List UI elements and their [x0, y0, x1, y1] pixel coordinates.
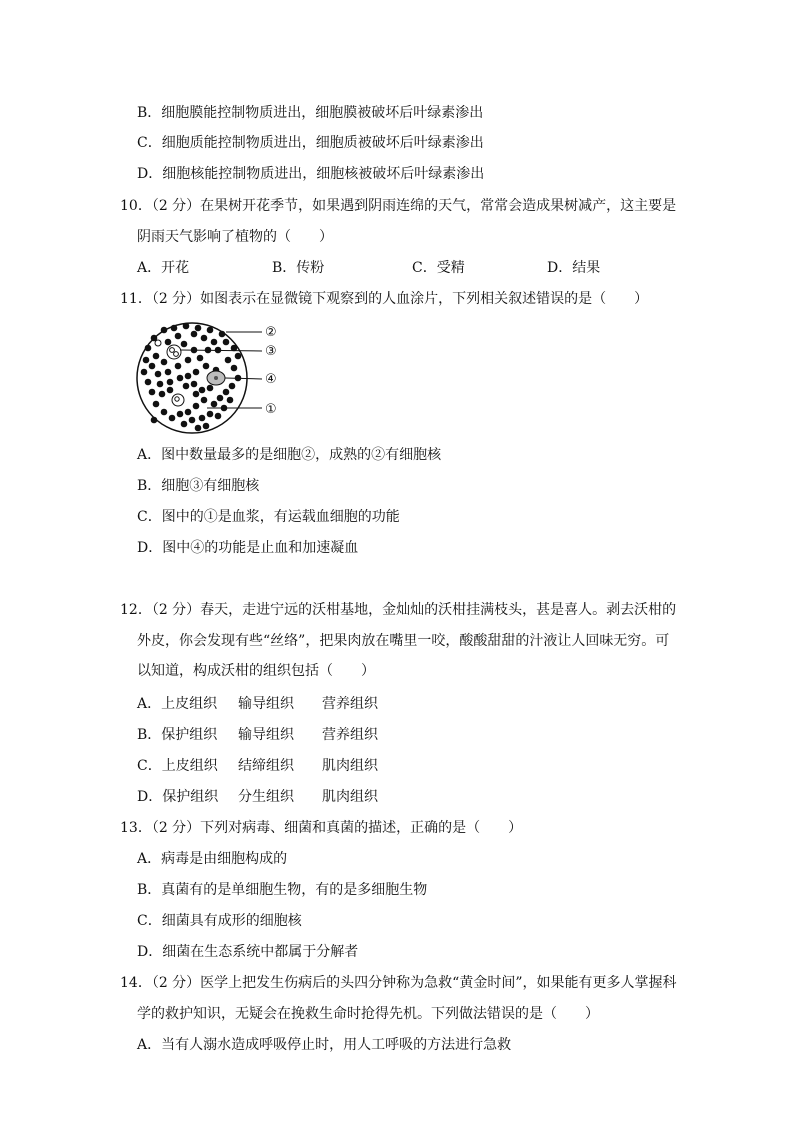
red-blood-cell [201, 397, 208, 404]
q12-option-d-2: 分生组织 [238, 789, 294, 805]
q13-stem: 13．（2 分）下列对病毒、细菌和真菌的描述，正确的是（ ） [120, 820, 523, 836]
red-blood-cell [165, 369, 172, 376]
q11-option-a: A．图中数量最多的是细胞②，成熟的②有细胞核 [137, 447, 442, 463]
red-blood-cell [215, 413, 222, 420]
red-blood-cell [161, 409, 168, 416]
q13-option-b: B．真菌有的是单细胞生物，有的是多细胞生物 [137, 882, 428, 898]
q10-option-c: C．受精 [412, 260, 465, 276]
red-blood-cell [181, 421, 188, 428]
q10-option-b: B．传粉 [272, 260, 325, 276]
red-blood-cell [195, 325, 202, 332]
red-blood-cell [167, 379, 174, 386]
red-blood-cell [197, 355, 204, 362]
red-blood-cell [145, 379, 152, 386]
red-blood-cell [183, 323, 190, 330]
red-blood-cell [157, 381, 164, 388]
red-blood-cell [223, 339, 230, 346]
red-blood-cell [193, 369, 200, 376]
red-blood-cell [207, 411, 214, 418]
red-blood-cell [177, 375, 184, 382]
red-blood-cell [193, 403, 200, 410]
red-blood-cell [199, 415, 206, 422]
red-blood-cell [211, 401, 218, 408]
red-blood-cell [183, 383, 190, 390]
red-blood-cell [203, 363, 210, 370]
red-blood-cell [189, 417, 196, 424]
red-blood-cell [191, 381, 198, 388]
red-blood-cell [143, 357, 150, 364]
large-blood-cell [207, 371, 225, 385]
red-blood-cell [161, 359, 168, 366]
red-blood-cell [151, 417, 158, 424]
q12-option-a-2: 输导组织 [238, 696, 294, 712]
q13-option-c: C．细菌具有成形的细胞核 [137, 913, 302, 929]
q10-option-d: D．结果 [547, 260, 601, 276]
red-blood-cell [185, 357, 192, 364]
red-blood-cell [235, 353, 242, 360]
red-blood-cell [175, 333, 182, 340]
white-blood-cell [155, 340, 161, 346]
red-blood-cell [153, 353, 160, 360]
q11-option-c: C．图中的①是血浆，有运载血细胞的功能 [137, 509, 400, 525]
q12-option-b-3: 营养组织 [322, 727, 378, 743]
q12-option-a-1: A．上皮组织 [137, 696, 218, 712]
red-blood-cell [191, 331, 198, 338]
red-blood-cell [227, 397, 234, 404]
red-blood-cell [149, 389, 156, 396]
q10-stem-line2: 阴雨天气影响了植物的（ ） [137, 229, 333, 245]
red-blood-cell [217, 395, 224, 402]
red-blood-cell [155, 371, 162, 378]
q14-option-a: A．当有人溺水造成呼吸停止时，用人工呼吸的方法进行急救 [137, 1037, 512, 1053]
q13-option-d: D．细菌在生态系统中都属于分解者 [137, 944, 359, 960]
red-blood-cell [211, 339, 218, 346]
q12-option-c-1: C．上皮组织 [137, 758, 218, 774]
q10-option-a: A．开花 [137, 260, 190, 276]
red-blood-cell [185, 409, 192, 416]
red-blood-cell [193, 391, 200, 398]
red-blood-cell [149, 363, 156, 370]
red-blood-cell [167, 387, 174, 394]
label-2: ② [265, 325, 277, 340]
red-blood-cell [207, 385, 214, 392]
label-1: ① [265, 402, 277, 417]
q12-option-a-3: 营养组织 [322, 696, 378, 712]
red-blood-cell [169, 415, 176, 422]
red-blood-cell [161, 327, 168, 334]
q11-stem: 11．（2 分）如图表示在显微镜下观察到的人血涂片，下列相关叙述错误的是（ ） [120, 291, 649, 307]
red-blood-cell [195, 425, 202, 432]
q11-option-b: B．细胞③有细胞核 [137, 478, 260, 494]
red-blood-cell [219, 331, 226, 338]
q10-stem-line1: 10．（2 分）在果树开花季节，如果遇到阴雨连绵的天气，常常会造成果树减产，这主要是 [120, 198, 677, 214]
q12-option-d-1: D．保护组织 [137, 789, 219, 805]
red-blood-cell [177, 411, 184, 418]
label-3: ③ [265, 344, 277, 359]
q9-option-b: B．细胞膜能控制物质进出，细胞膜被破坏后叶绿素渗出 [137, 105, 484, 121]
q12-stem-line1: 12．（2 分）春天，走进宁远的沃柑基地，金灿灿的沃柑挂满枝头，甚是喜人。剥去沃柑的 [120, 602, 677, 618]
red-blood-cell [201, 335, 208, 342]
red-blood-cell [181, 341, 188, 348]
red-blood-cell [153, 401, 160, 408]
q9-option-d: D．细胞核能控制物质进出，细胞核被破坏后叶绿素渗出 [137, 166, 485, 182]
red-blood-cell [185, 373, 192, 380]
red-blood-cell [229, 383, 236, 390]
q12-option-c-2: 结缔组织 [238, 758, 294, 774]
red-blood-cell [225, 357, 232, 364]
white-blood-cell [167, 345, 181, 359]
red-blood-cell [223, 389, 230, 396]
q12-stem-line2: 外皮，你会发现有些“丝络”，把果肉放在嘴里一咬，酸酸甜甜的汁液让人回味无穷。可 [137, 633, 670, 649]
q12-option-c-3: 肌肉组织 [322, 758, 378, 774]
red-blood-cell [207, 327, 214, 334]
red-blood-cell [231, 365, 238, 372]
red-blood-cell [175, 363, 182, 370]
label-4: ④ [265, 372, 277, 387]
red-blood-cell [141, 369, 148, 376]
q12-option-d-3: 肌肉组织 [322, 789, 378, 805]
q14-stem-line2: 学的救护知识，无疑会在挽救生命时抢得先机。下列做法错误的是（ ） [137, 1006, 599, 1022]
q13-option-a: A．病毒是由细胞构成的 [137, 851, 288, 867]
red-blood-cell [165, 339, 172, 346]
red-blood-cell [159, 391, 166, 398]
red-blood-cell [203, 423, 210, 430]
white-blood-cell [172, 394, 184, 406]
red-blood-cell [145, 345, 152, 352]
q11-option-d: D．图中④的功能是止血和加速凝血 [137, 540, 359, 556]
blood-smear-figure [134, 320, 294, 440]
q14-stem-line1: 14．（2 分）医学上把发生伤病后的头四分钟称为急救“黄金时间”，如果能有更多人掌握科 [120, 975, 677, 991]
q12-stem-line3: 以知道，构成沃柑的组织包括（ ） [137, 663, 375, 679]
red-blood-cell [171, 325, 178, 332]
red-blood-cell [199, 387, 206, 394]
q12-option-b-1: B．保护组织 [137, 727, 218, 743]
q9-option-c: C．细胞质能控制物质进出，细胞质被破坏后叶绿素渗出 [137, 135, 484, 151]
q12-option-b-2: 输导组织 [238, 727, 294, 743]
